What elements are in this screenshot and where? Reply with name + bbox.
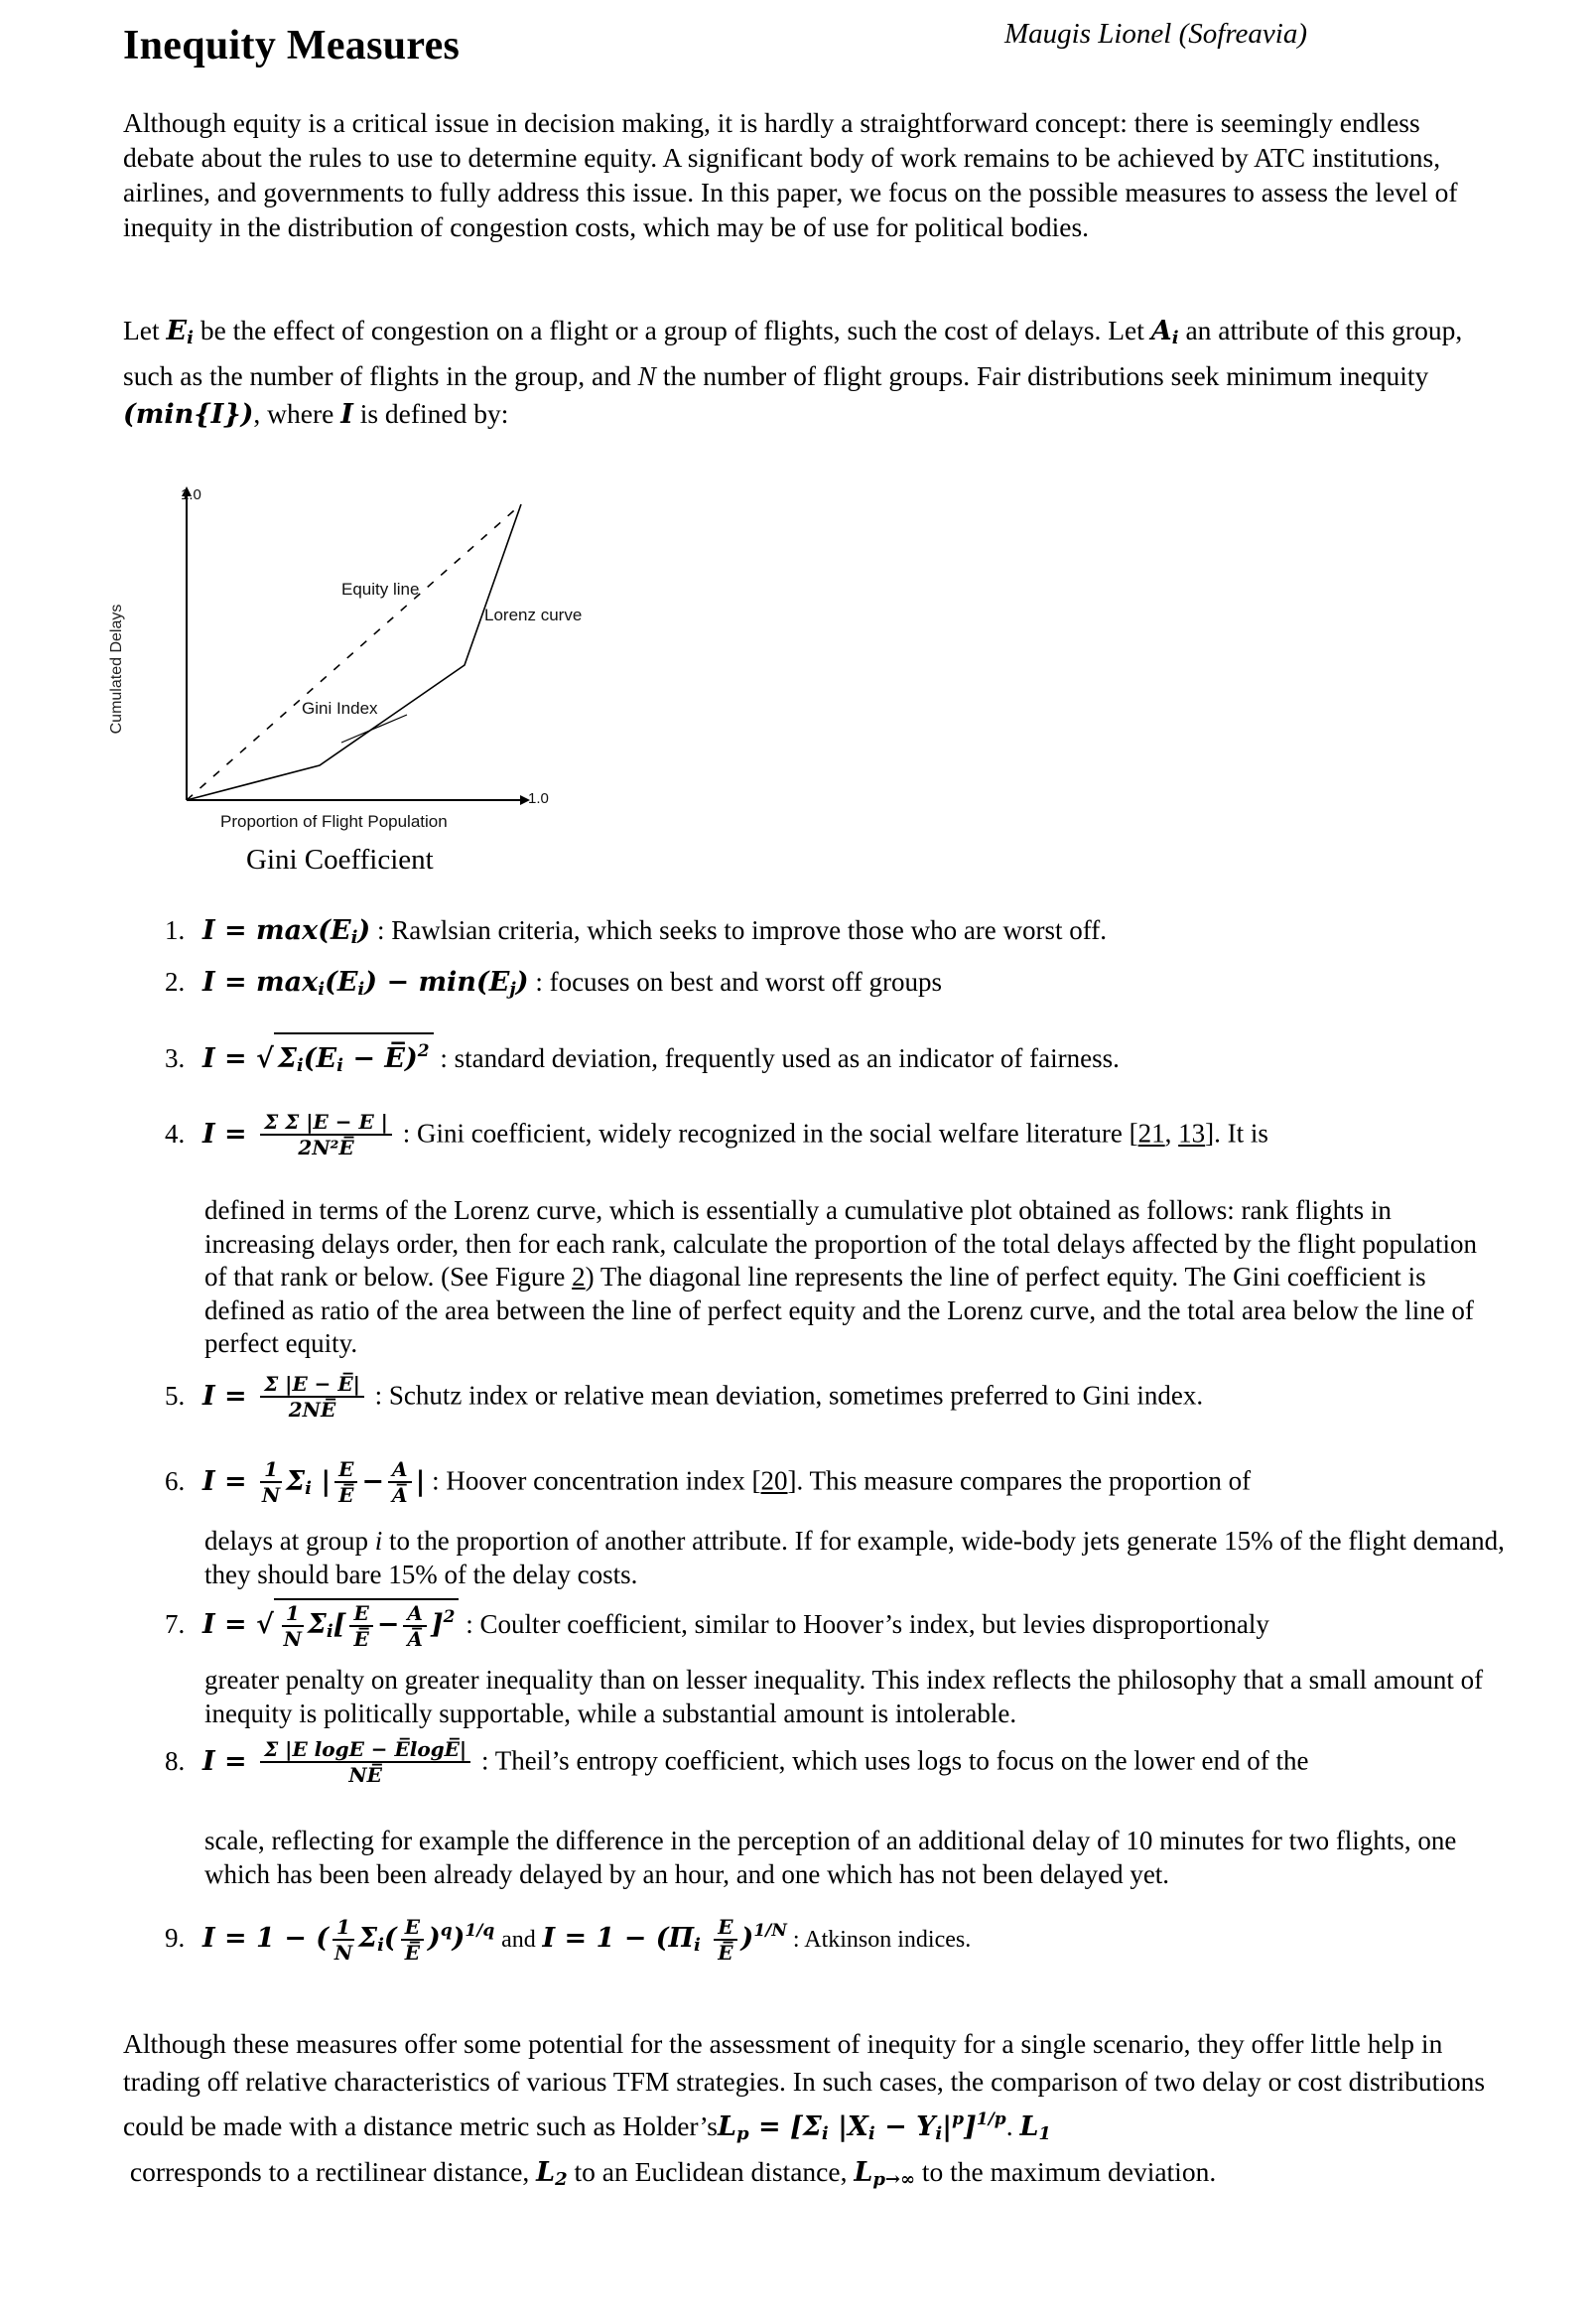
equity-line: [187, 504, 521, 800]
equation-4: I = $\frac{\text{Σ Σ |E − E |}}{\text{2N²E̅}}$: [202, 1119, 396, 1150]
item-7-continuation: greater penalty on greater inequality than on lesser inequality. This index reflects the philosophy that a small amount of inequity is politically supportable, while a substantial amount is intolerable.: [204, 1665, 1484, 1728]
equation-9b: $I = 1 - (\Pi_i$ $\frac{E}{E̅}$ )$^{1/N}$: [542, 1914, 787, 1965]
equation-2: $I = \max_i(E_i) - \min(E_j)$: [202, 967, 529, 1000]
equation-6: I = $\frac{1}{N}$ $\Sigma_i$ | $\frac{E}{E̅}$ − $\frac{A}{A̅}$ |: [202, 1457, 426, 1507]
closing-paragraph: Although these measures offer some potential for the assessment of inequity for a single scenario, they offer little help in trading off relative characteristics of various TFM strategies. In such cases, the comparison of two delay or cost distributions could be made with a distance metric such as $Holder’sL_p = [\Sigma_i$ $|X_i - Y_i|^p]^{1/p}$. $L_1$ corresponds to a rectilinear distance, $L_2$ to an Euclidean distance, $L_{p\to\infty}$ to the maximum deviation.: [123, 2028, 1486, 2190]
x-tick-1: 1.0: [528, 790, 549, 807]
reference-link-13[interactable]: 13: [1178, 1118, 1206, 1149]
equity-line-label: Equity line: [341, 580, 420, 599]
list-item-3: 3. I = √ $\Sigma_i(E_i$ − E̅)$^2$ : standard deviation, frequently used as an indicator of fairness.: [165, 1032, 1120, 1083]
equation-5: I = $\frac{\Sigma |E - E̅|}{2NE̅}$: [202, 1381, 368, 1412]
list-item-5: 5. I = $\frac{\Sigma |E - E̅|}{2NE̅}$ : Schutz index or relative mean deviation, sometimes preferred to Gini index.: [165, 1372, 1204, 1422]
list-item-2: 2. $I = \max_i(E_i) - \min(E_j)$ : focuses on best and worst off groups: [165, 967, 943, 1000]
gini-pointer: [341, 715, 407, 743]
lorenz-curve-label: Lorenz curve: [484, 606, 583, 624]
intro-paragraph-1: Although equity is a critical issue in decision making, it is hardly a straightforward concept: there is seemingly endless debate about the rules to use to determine equity. A significant body of work remains to be achieved by ATC institutions, airlines, and governments to fully address this issue. In this paper, we focus on the possible measures to assess the level of inequity in the distribution of congestion costs, which may be of use for political bodies.: [123, 107, 1458, 242]
author: Maugis Lionel (Sofreavia): [1004, 18, 1307, 50]
y-tick-1: 1.0: [181, 486, 201, 503]
holder-metric-equation: $L_p = [\Sigma_i$ $|X_i - Y_i|^p]^{1/p}$: [717, 2109, 1006, 2144]
figure-link-2[interactable]: 2: [572, 1262, 586, 1292]
list-item-1: 1. $I = \max(E_i)$ : Rawlsian criteria, which seeks to improve those who are worst off.: [165, 915, 1108, 948]
list-item-4: 4. I = $\frac{\text{Σ Σ |E − E |}}{\text{2N²E̅}}$ : Gini coefficient, widely recognized in the social welfare literature [21, 13]. It is: [165, 1110, 1268, 1159]
item-8-continuation: scale, reflecting for example the difference in the perception of an additional delay of 10 minutes for two flights, one which has been been already delayed by an hour, and one which has not been delayed yet.: [204, 1826, 1457, 1889]
intro-paragraph-2: Let $E_i$ be the effect of congestion on a flight or a group of flights, such the cost of delays. Let $A_i$ an attribute of this group, such as the number of flights in the group, and N the number of flight groups. Fair distributions seek minimum inequity (min{I}), where I is defined by:: [123, 315, 1463, 430]
list-item-7: 7. I = √ $\frac{1}{N}$ $\Sigma_i$[ $\frac{E}{E̅}$ − $\frac{A}{A̅}$ ]$^2$ : Coulter coefficient, similar to Hoover’s index, but levies disproportionaly: [165, 1598, 1269, 1649]
reference-link-21[interactable]: 21: [1137, 1118, 1165, 1149]
page-title: Inequity Measures: [123, 23, 461, 68]
list-item-6: 6. I = $\frac{1}{N}$ $\Sigma_i$ | $\frac{E}{E̅}$ − $\frac{A}{A̅}$ | : Hoover concentration index [20]. This measure compares the proportion of: [165, 1457, 1252, 1507]
gini-index-label: Gini Index: [302, 699, 378, 718]
figure-caption: Gini Coefficient: [246, 844, 434, 876]
equation-8: I = $\frac{\text{Σ |E logE − E̅logE̅|}}{NE̅}$: [202, 1746, 474, 1777]
equation-3: I = √ $\Sigma_i(E_i$ − E̅)$^2$: [202, 1043, 434, 1074]
x-axis-label: Proportion of Flight Population: [220, 812, 448, 831]
equation-1: $I = \max(E_i)$: [202, 915, 371, 948]
item-6-continuation: delays at group i to the proportion of another attribute. If for example, wide-body jets generate 15% of the flight demand, they should bare 15% of the delay costs.: [204, 1526, 1505, 1589]
list-item-9: 9. I = 1 − ( $\frac{1}{N}$ $\Sigma_i$( $\frac{E}{E̅}$ )$^q$)$^{1/q}$ and $I = 1 - (\Pi_i$ $\frac{E}{E̅}$ )$^{1/N}$ : Atkinson indices.: [165, 1914, 972, 1965]
equation-7: I = √ $\frac{1}{N}$ $\Sigma_i$[ $\frac{E}{E̅}$ − $\frac{A}{A̅}$ ]$^2$: [202, 1609, 459, 1640]
y-axis-label: Cumulated Delays: [108, 604, 125, 735]
item-4-continuation: defined in terms of the Lorenz curve, which is essentially a cumulative plot obtained as follows: rank flights in increasing delays order, then for each rank, calculate the proportion of the total delays affected by the flight population of that rank or below. (See Figure 2) The diagonal line represents the line of perfect equity. The Gini coefficient is defined as ratio of the area between the line of perfect equity and the Lorenz curve, and the total area below the line of perfect equity.: [204, 1195, 1477, 1358]
list-item-8: 8. I = $\frac{\text{Σ |E logE − E̅logE̅|}}{NE̅}$ : Theil’s entropy coefficient, which uses logs to focus on the lower end of the: [165, 1737, 1309, 1787]
equation-9a: I = 1 − ( $\frac{1}{N}$ $\Sigma_i$( $\frac{E}{E̅}$ )$^q$)$^{1/q}$: [202, 1914, 495, 1965]
reference-link-20[interactable]: 20: [760, 1465, 788, 1496]
